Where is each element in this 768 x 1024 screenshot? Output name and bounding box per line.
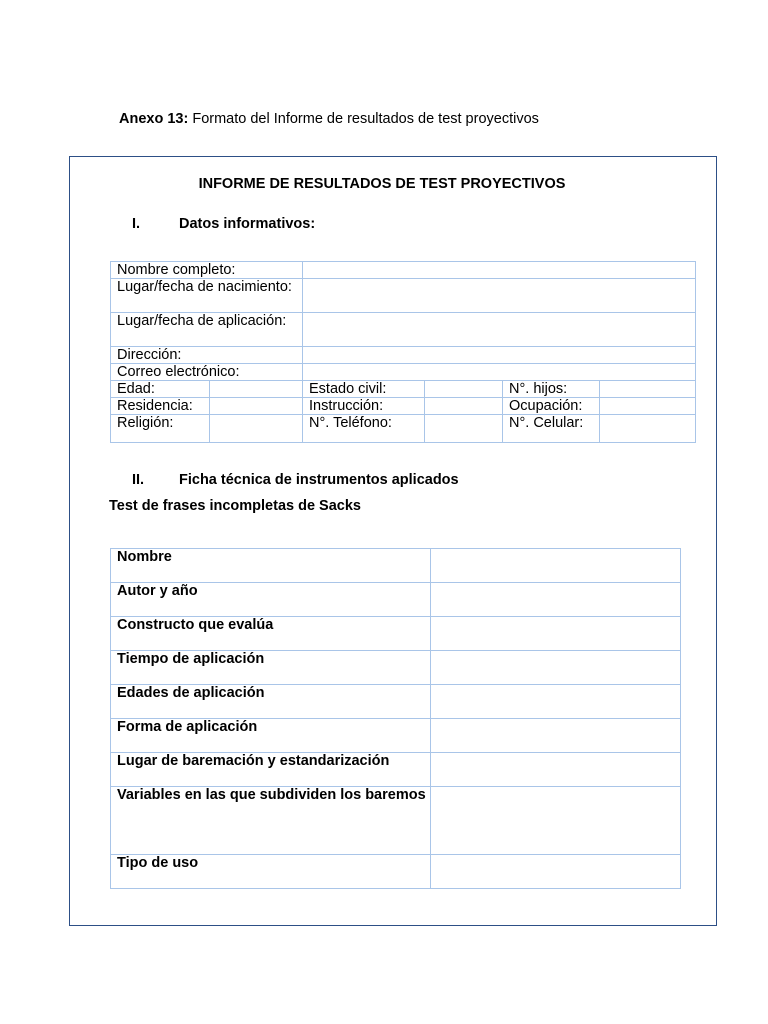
section-1-number: I. [132,216,141,232]
sheet-label: Constructo que evalúa [111,617,431,651]
field-value-cell[interactable] [303,313,696,347]
field-value-cell[interactable] [600,398,696,415]
field-label: Ocupación: [503,398,600,415]
table-row [111,347,696,364]
section-1-title: Datos informativos: [179,216,316,232]
field-value-cell[interactable] [303,279,696,313]
field-label: Religión: [111,415,210,443]
sheet-label: Autor y año [111,583,431,617]
field-value-cell[interactable] [303,262,696,279]
sheet-value-cell[interactable] [431,549,681,583]
field-label: Correo electrónico: [111,364,303,381]
table-row [111,617,681,651]
field-value-cell[interactable] [303,364,696,381]
sheet-value-cell[interactable] [431,855,681,889]
table-row [111,415,696,443]
sheet-label: Tiempo de aplicación [111,651,431,685]
table-row [111,381,696,398]
table-row [111,583,681,617]
sheet-value-cell[interactable] [431,651,681,685]
annex-text: Formato del Informe de resultados de test proyectivos [188,111,539,127]
field-label: Instrucción: [303,398,425,415]
sheet-label: Variables en las que subdividen los baremos [111,778,431,846]
sheet-value-cell[interactable] [431,753,681,787]
sheet-value-cell[interactable] [431,617,681,651]
field-value-cell[interactable] [303,347,696,364]
sheet-label: Edades de aplicación [111,685,431,719]
table-row [111,398,696,415]
table-row [111,855,681,889]
field-label: Nombre completo: [111,262,303,279]
field-value-cell[interactable] [210,381,303,398]
table-row [111,719,681,753]
instrument-subtitle: Test de frases incompletas de Sacks [109,498,361,514]
sheet-value-cell[interactable] [431,787,681,855]
sheet-label: Nombre [111,549,431,583]
technical-sheet-table [110,548,681,889]
annex-caption [119,111,539,127]
field-value-cell[interactable] [210,415,303,443]
table-row [111,549,681,583]
field-label: Lugar/fecha de nacimiento: [111,279,303,313]
field-value-cell[interactable] [600,415,696,443]
report-title: INFORME DE RESULTADOS DE TEST PROYECTIVOS [198,176,566,192]
field-label: N°. Celular: [503,415,600,443]
field-value-cell[interactable] [425,381,503,398]
field-label: Residencia: [111,398,210,415]
field-value-cell[interactable] [210,398,303,415]
table-row [111,364,696,381]
field-value-cell[interactable] [600,381,696,398]
sheet-label: Forma de aplicación [111,719,431,753]
table-row [111,787,681,855]
table-row [111,279,696,313]
field-label: Dirección: [111,347,303,364]
field-value-cell[interactable] [425,398,503,415]
section-2-title: Ficha técnica de instrumentos aplicados [179,472,459,488]
sheet-label: Tipo de uso [111,855,431,889]
personal-data-table [110,261,696,443]
sheet-value-cell[interactable] [431,685,681,719]
field-label: Edad: [111,381,210,398]
field-label: N°. hijos: [503,381,600,398]
field-value-cell[interactable] [425,415,503,443]
sheet-value-cell[interactable] [431,583,681,617]
table-row [111,313,696,347]
sheet-label: Lugar de baremación y estandarización [111,753,431,787]
table-row [111,262,696,279]
table-row [111,651,681,685]
field-label: Lugar/fecha de aplicación: [111,313,303,347]
field-label: N°. Teléfono: [303,415,425,443]
sheet-value-cell[interactable] [431,719,681,753]
table-row [111,685,681,719]
annex-label: Anexo 13: [119,111,189,127]
section-2-number: II. [132,472,145,488]
field-label: Estado civil: [303,381,425,398]
